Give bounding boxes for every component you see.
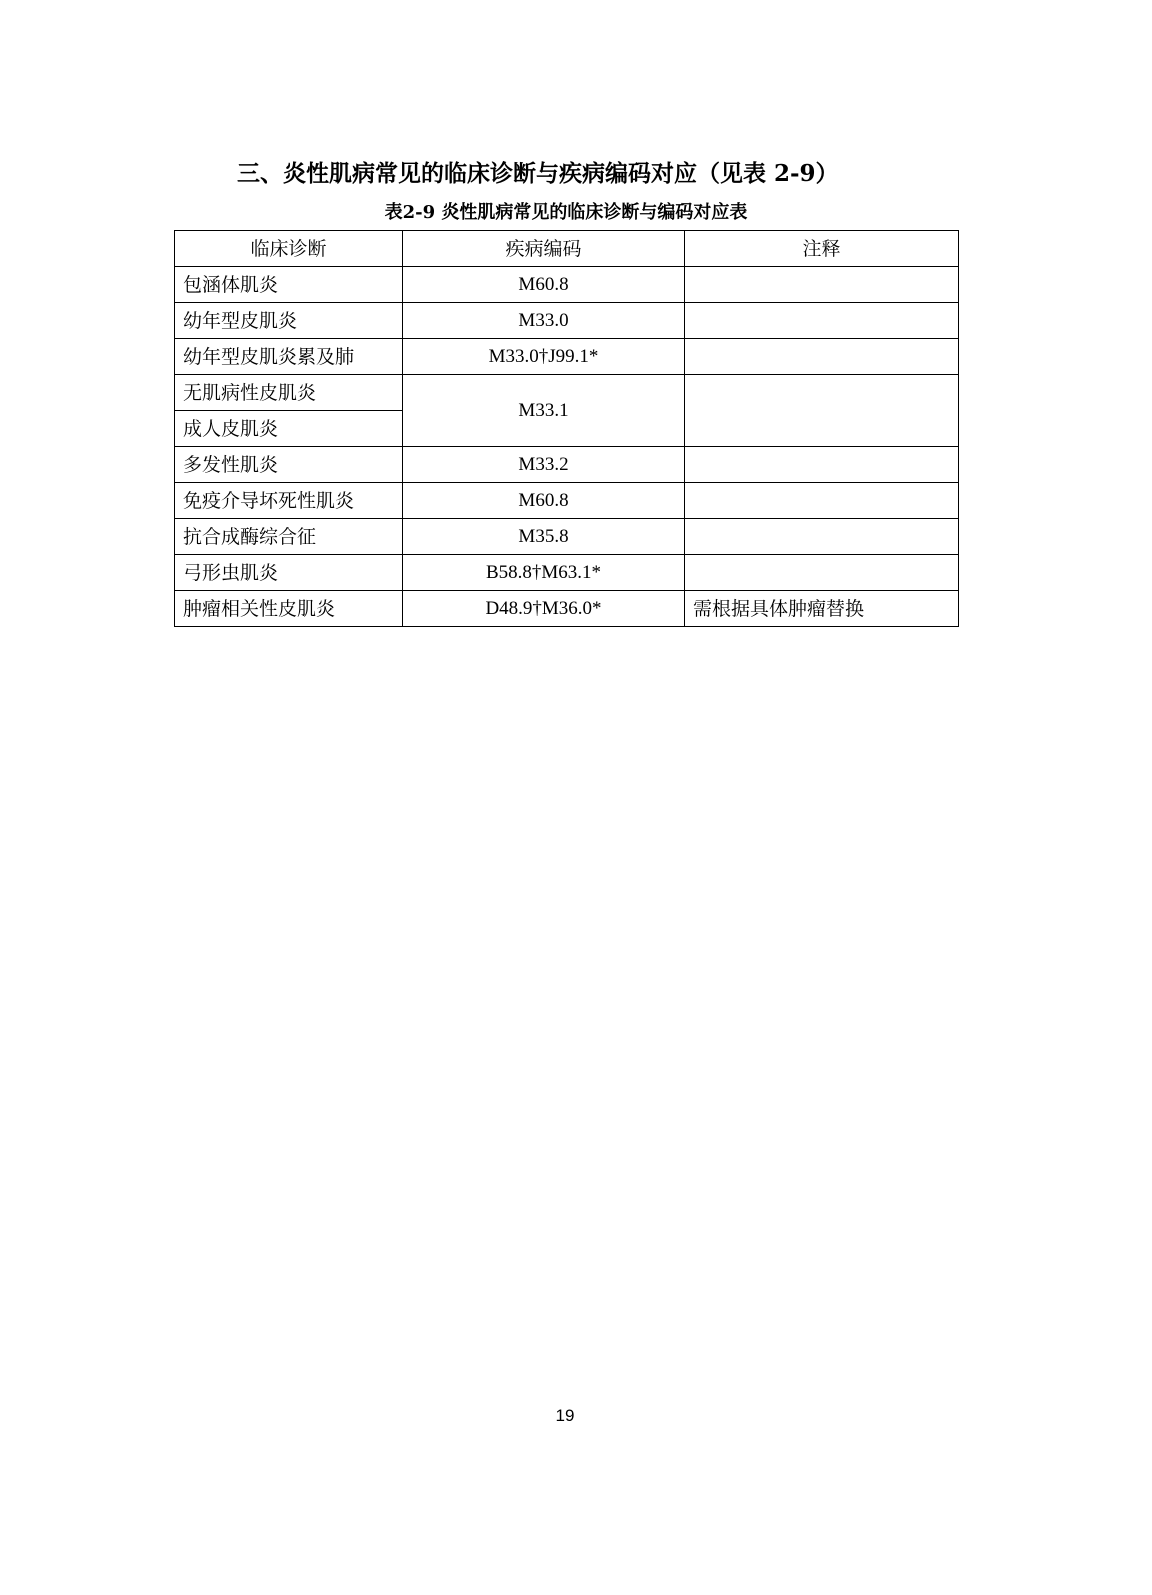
diagnosis-cell: 包涵体肌炎 (175, 267, 403, 303)
note-cell (685, 483, 959, 519)
header-note: 注释 (685, 231, 959, 267)
note-cell: 需根据具体肿瘤替换 (685, 591, 959, 627)
header-diagnosis: 临床诊断 (175, 231, 403, 267)
table-row (175, 267, 959, 303)
diagnosis-cell: 无肌病性皮肌炎 (175, 375, 403, 411)
diagnosis-cell: 弓形虫肌炎 (175, 555, 403, 591)
header-code: 疾病编码 (403, 231, 685, 267)
note-cell (685, 447, 959, 483)
table-row (175, 447, 959, 483)
table-row (175, 591, 959, 627)
table-row (175, 339, 959, 375)
code-cell: M60.8 (403, 483, 685, 519)
note-cell (685, 519, 959, 555)
diagnosis-cell: 肿瘤相关性皮肌炎 (175, 591, 403, 627)
diagnosis-cell: 幼年型皮肌炎累及肺 (175, 339, 403, 375)
section-heading: 三、炎性肌病常见的临床诊断与疾病编码对应（见表 2-9） (237, 160, 839, 187)
diagnosis-cell: 免疫介导坏死性肌炎 (175, 483, 403, 519)
table-row (175, 303, 959, 339)
code-cell: M33.0 (403, 303, 685, 339)
table-row (175, 375, 959, 411)
code-cell: M33.0†J99.1* (403, 339, 685, 375)
code-cell: D48.9†M36.0* (403, 591, 685, 627)
diagnosis-cell: 幼年型皮肌炎 (175, 303, 403, 339)
diagnosis-cell: 抗合成酶综合征 (175, 519, 403, 555)
page-number: 19 (555, 1406, 575, 1425)
table-row (175, 555, 959, 591)
code-cell: M60.8 (403, 267, 685, 303)
note-cell (685, 267, 959, 303)
note-cell-merged (685, 375, 959, 447)
diagnosis-code-table (174, 230, 959, 627)
note-cell (685, 303, 959, 339)
code-cell: M35.8 (403, 519, 685, 555)
table-row (175, 519, 959, 555)
table-header-row (175, 231, 959, 267)
code-cell: M33.2 (403, 447, 685, 483)
table-caption: 表2-9 炎性肌病常见的临床诊断与编码对应表 (384, 202, 748, 223)
code-cell-merged: M33.1 (403, 375, 685, 447)
note-cell (685, 555, 959, 591)
table-row (175, 483, 959, 519)
diagnosis-cell: 成人皮肌炎 (175, 411, 403, 447)
diagnosis-cell: 多发性肌炎 (175, 447, 403, 483)
code-cell: B58.8†M63.1* (403, 555, 685, 591)
note-cell (685, 339, 959, 375)
